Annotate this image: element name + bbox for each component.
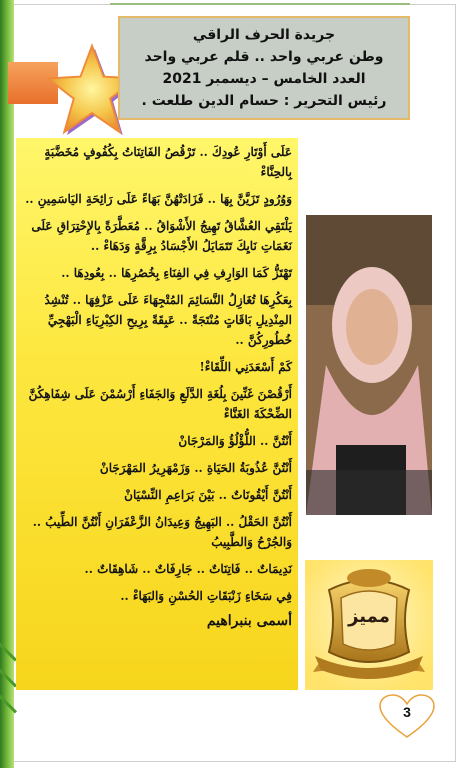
- poem-line: يَلْتَقِي العُشَّاقُ تَهِيجُ الأَشْوَاقُ .. مُعَطَّرَةً بِالإِحْتِرَاقِ عَلَى نَغَمَاتِ نَايِكَ تَتَمَايَلُ الأَجْسَادُ بِرِقَّةٍ وَدَهَاءْ ..: [31, 219, 292, 253]
- editor-credit: رئيس التحرير : حسام الدين طلعت .: [141, 93, 387, 109]
- slogan: وطن عربي واحد .. قلم عربي واحد: [144, 49, 384, 65]
- poem-line: كَمْ أَسْعَدَنِي اللِّقَاءْ!: [199, 360, 292, 374]
- poem-line: بِعَكُرِهَا تُغَازِلُ النَّسَائِمَ المُتْجِهَاءَ عَلَى عَزْفِهَا .. تُنْشِدُ المِنْدِيلِ بَاقَاتٍ مُنْتَجَةً .. عَبِقَةً بِرِيحِ الكِبْرِيَاءِ الْبَهْجِيِّ خُطُورِكُنَّ ..: [44, 293, 292, 347]
- poem-author: أسمى بنبراهيم: [206, 613, 292, 629]
- featured-badge: [305, 560, 433, 690]
- poem-line: تَهْتَزُّ كَمَا الوَارِفِ فِي الفِنَاءِ بِخُصُرِهَا .. بِعُودِهَا ..: [61, 266, 292, 280]
- poem-line: عَلَى أَوْتَارِ عُودِكَ .. تَرْقُصُ الفَاتِنَاتُ بِكُفُوفٍ مُخَضَّبَةٍ بِالحِنَّاءْ: [44, 145, 292, 179]
- masthead: [118, 16, 410, 120]
- poem-line: أَنْتُنَّ أَيْقُونَاتٌ .. بَيْنَ بَرَاعِمِ النِّسْيَانْ: [124, 488, 292, 502]
- poem-line: وَوُرُودٍ تَزَيَّنَّ بِهَا .. فَزَادَتْهُنَّ بَهَاءً عَلَى رَائِحَةِ اليَاسَمِينِ ..: [25, 192, 292, 206]
- page-number: 3: [403, 704, 411, 720]
- poem-line: أَنْتُنَّ عُذُوبَةُ الحَيَاةِ .. وَزَمْهَرِيرُ المَهْرَجَانْ: [99, 461, 292, 475]
- badge-text: مميز: [348, 606, 390, 627]
- poem-line: أَنْتُنَّ .. اللُّؤْلُؤُ وَالمَرْجَانْ: [178, 434, 292, 448]
- poem-box: [16, 138, 298, 690]
- issue-info: العدد الخامس – ديسمبر 2021: [162, 71, 366, 87]
- poem-line: أَنْتُنَّ الحَقْلُ .. البَهِيجُ وَعِيدَانُ الزَّعْفَرَانِ أَنْتُنَّ الطِّيبُ .. وَالجُرْحُ وَالطَّبِيبُ: [32, 515, 292, 549]
- author-photo: [306, 215, 432, 515]
- top-divider: [110, 3, 410, 5]
- poem-line: فِي سَخَاءِ زَنْبَقَاتِ الحُسْنِ وَالبَهَاءْ ..: [120, 589, 292, 603]
- poem-line: أَرْقُصْنَ غَنِّينَ بِلُغَةِ الدَّلَعِ وَالجَفَاءِ أَرْسُمْنَ عَلَى شِفَاهِكُنَّ الضِّحْكَةَ الغَنَّاءْ: [28, 387, 292, 421]
- poem-line: نَدِيمَاتٌ .. فَاتِنَاتٌ .. جَارِفَاتٌ .. شَاهِقَاتٌ ..: [84, 562, 292, 576]
- newspaper-name: جريدة الحرف الراقي: [192, 27, 336, 43]
